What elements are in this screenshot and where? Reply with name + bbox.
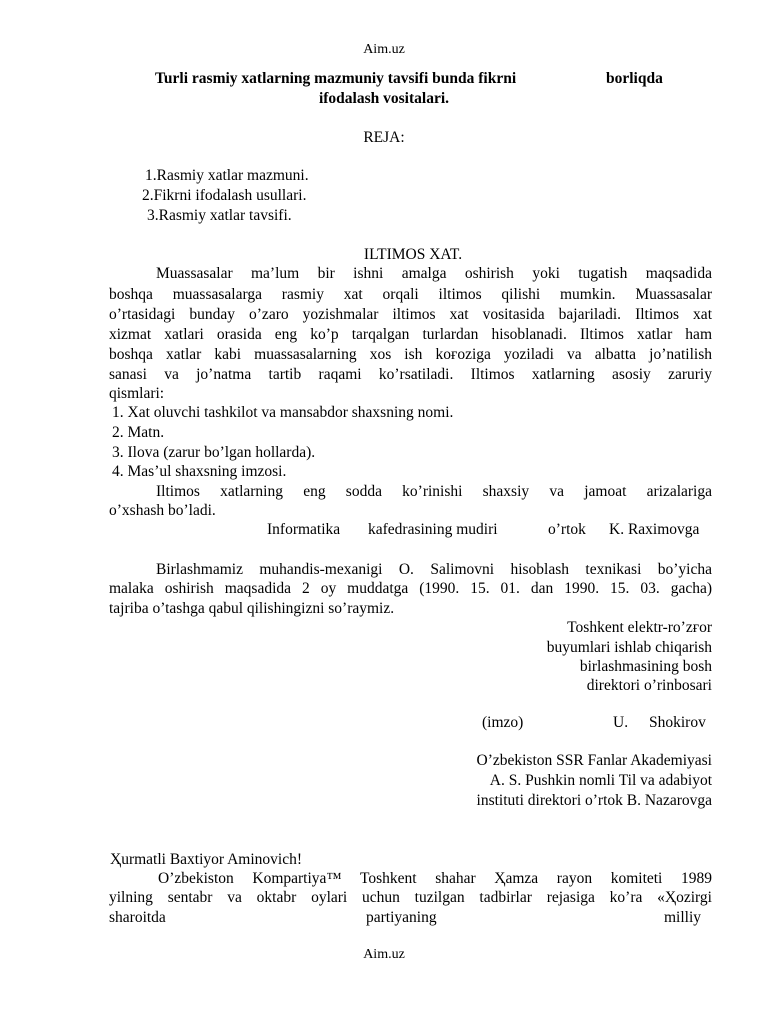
parts-item: 3. Ilova (zarur bo’lgan hollarda). — [112, 444, 316, 461]
paragraph-line: o’rtasidagi bunday o’zaro yozishmalar iltimos xat vositasida bajariladi. Iltimos xat — [109, 306, 712, 323]
paragraph-line: xizmat xatlari orasida eng ko’p tarqalgan turlardan hisoblanadi. Iltimos xatlar ham — [109, 326, 712, 343]
letter2-last-word: partiyaning — [366, 909, 437, 926]
paragraph-line: boshqa xatlar kabi muassasalarning xos ish koғoziga yoziladi va albatta jo’natilish — [109, 346, 712, 363]
plan-item: 3.Rasmiy xatlar tavsifi. — [147, 207, 292, 224]
header-site-label: Aim.uz — [363, 42, 405, 57]
paragraph-line: o’xshash bo’ladi. — [109, 502, 216, 519]
letter2-body-line: O’zbekiston Kompartiya™ Toshkent shahar Ҳamza rayon komiteti 1989 — [158, 870, 712, 887]
signature-surname: Shokirov — [649, 714, 706, 731]
letter1-body-line: malaka oshirish maqsadida 2 oy muddatga (1990. 15. 01. dan 1990. 15. 03. gacha) — [109, 580, 712, 597]
signature-initial: U. — [613, 714, 629, 731]
letter1-addressee-word: Informatika — [267, 521, 341, 538]
paragraph-line: Muassasalar ma’lum bir ishni amalga oshirish yoki tugatish maqsadida — [156, 265, 712, 282]
letter2-last-word: milliy — [664, 909, 702, 926]
paragraph-line: sanasi va jo’natma tartib raqami ko’rsatiladi. Iltimos xatlarning asosiy zaruriy — [109, 366, 712, 383]
title-line2: ifodalash vositalari. — [318, 90, 450, 107]
letter2-addressee-line: A. S. Pushkin nomli Til va adabiyot — [489, 772, 712, 789]
letter2-last-word: sharoitda — [109, 909, 166, 926]
letter1-body-line: Birlashmamiz muhandis-mexanigi O. Salimovni hisoblash texnikasi bo’yicha — [156, 561, 712, 578]
title-line1-left: Turli rasmiy xatlarning mazmuniy tavsifi bunda fikrni — [155, 70, 517, 87]
plan-item: 1.Rasmiy xatlar mazmuni. — [145, 167, 309, 184]
parts-item: 2. Matn. — [112, 424, 165, 441]
plan-heading: REJA: — [363, 129, 405, 146]
paragraph-line: boshqa muassasalarga rasmiy xat orqali iltimos qilishi mumkin. Muassasalar — [109, 286, 712, 303]
paragraph-line: Iltimos xatlarning eng sodda ko’rinishi shaxsiy va jamoat arizalariga — [156, 483, 712, 500]
letter1-body-line: tajriba o’tashga qabul qilishingizni so’raymiz. — [109, 600, 395, 617]
letter1-sender-line: buyumlari ishlab chiqarish — [546, 639, 712, 656]
paragraph-line: qismlari: — [109, 385, 165, 402]
parts-item: 4. Mas’ul shaxsning imzosi. — [112, 463, 287, 480]
letter1-addressee-word: K. Raximovga — [609, 521, 700, 538]
section-heading: ILTIMOS XAT. — [363, 246, 463, 263]
letter2-body-line: yilning sentabr va oktabr oylari uchun tuzilgan tadbirlar rejasiga ko’ra «Ҳozirgi — [109, 889, 712, 906]
title-line1-right: borliqda — [606, 70, 663, 87]
footer-site-label: Aim.uz — [363, 947, 405, 962]
signature-placeholder: (imzo) — [482, 714, 524, 731]
plan-item: 2.Fikrni ifodalash usullari. — [142, 187, 307, 204]
letter1-addressee-word: kafedrasining mudiri — [368, 521, 498, 538]
letter1-sender-line: birlashmasining bosh — [579, 658, 712, 675]
letter1-sender-line: Toshkent elektr-ro’zғor — [567, 619, 712, 636]
letter1-addressee-word: o’rtok — [548, 521, 586, 538]
parts-item: 1. Xat oluvchi tashkilot va mansabdor shaxsning nomi. — [112, 404, 454, 421]
letter1-sender-line: direktori o’rinbosari — [586, 677, 712, 694]
letter2-addressee-line: instituti direktori o’rtok B. Nazarovga — [476, 792, 712, 809]
letter2-greeting: Ҳurmatli Baxtiyor Aminovich! — [110, 851, 303, 868]
letter2-addressee-line: O’zbekiston SSR Fanlar Akademiyasi — [476, 752, 712, 769]
